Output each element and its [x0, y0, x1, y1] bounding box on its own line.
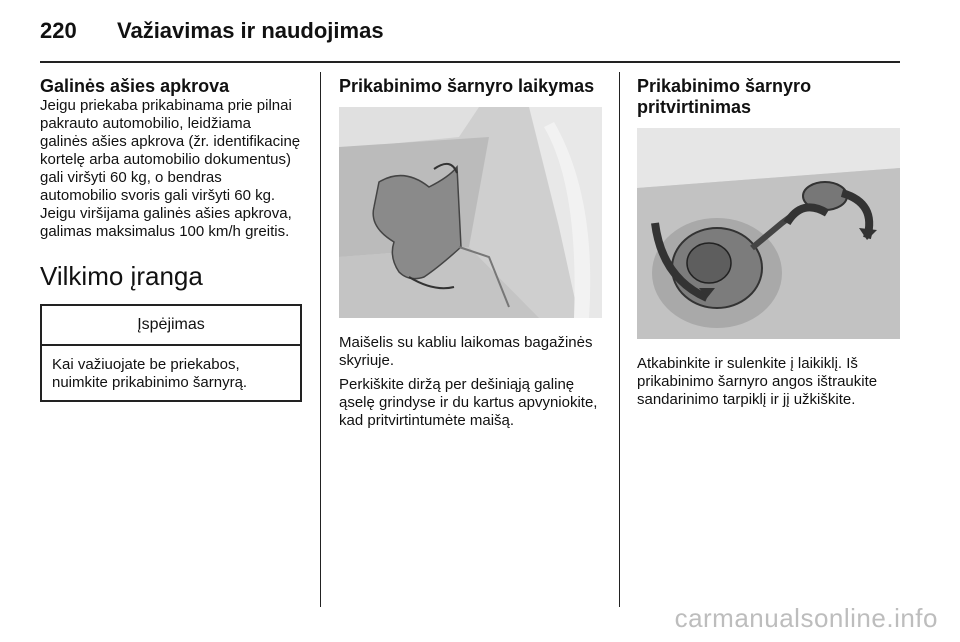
column-divider-2 [619, 72, 620, 607]
socket-photo [637, 128, 900, 339]
storage-caption: Maišelis su kabliu laikomas bagažinės skyriuje. [339, 334, 593, 369]
column-1 [40, 76, 302, 402]
header-rule [40, 61, 900, 63]
storage-instructions: Perkiškite diržą per dešiniąją galinę ąselę grindyse ir du kartus apvyniokite, kad pritvirtintumėte maišą. [339, 376, 598, 429]
section-title: Važiavimas ir naudojimas [117, 18, 384, 43]
column-2 [339, 76, 602, 430]
storage-heading: Prikabinimo šarnyro laikymas [339, 76, 595, 96]
mounting-instructions: Atkabinkite ir sulenkite į laikiklį. Iš prikabinimo šarnyro angos ištraukite sandarinimo tarpiklį ir jį užkiškite. [637, 355, 878, 408]
axle-load-text: Jeigu priekaba prikabinama prie pilnai pakrauto automobilio, leidžiama galinės ašies apkrova (žr. identifikacinę kortelę arba automobilio dokumentus) gali viršyti 60 kg, o bendras automobilio svoris gali viršyti 60 kg. Jeigu viršijama galinės ašies apkrova, galimas maksimalus 100 km/h greitis. [40, 97, 301, 240]
column-divider-1 [320, 72, 321, 607]
column-3 [637, 76, 900, 409]
trunk-bag-photo [339, 107, 602, 318]
watermark: carmanualsonline.info [674, 603, 938, 633]
towing-equipment-heading: Vilkimo įranga [40, 261, 203, 291]
page-number: 220 [40, 18, 77, 43]
axle-load-heading: Galinės ašies apkrova [40, 76, 230, 96]
trunk-bag-illustration [339, 107, 602, 318]
warning-box [40, 304, 302, 402]
mounting-heading: Prikabinimo šarnyro pritvirtinimas [637, 76, 812, 117]
socket-illustration [637, 128, 900, 339]
warning-title: Įspėjimas [42, 306, 300, 346]
warning-text: Kai važiuojate be priekabos, nuimkite prikabinimo šarnyrą. [52, 356, 248, 391]
